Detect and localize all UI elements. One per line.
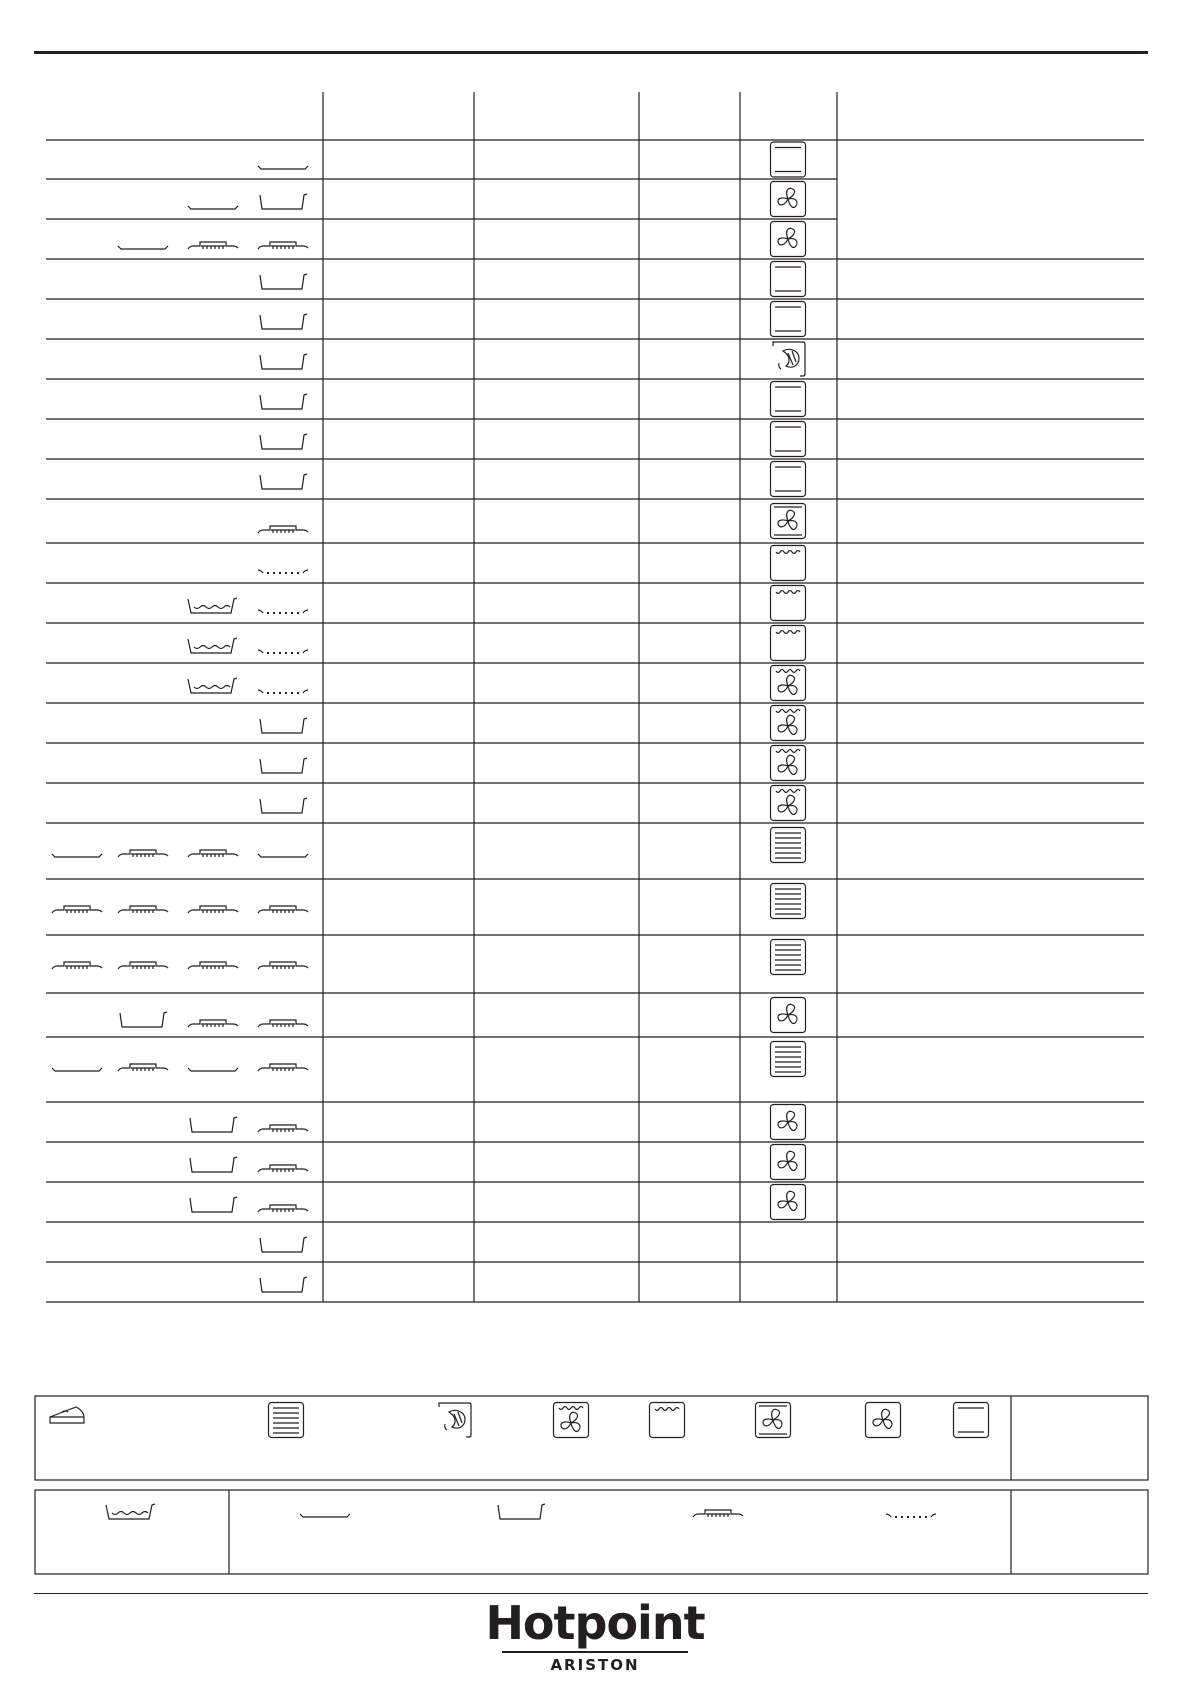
- grid-rack-glyph: [52, 962, 102, 969]
- logo-wordmark: Hotpoint: [485, 1596, 705, 1650]
- wire-shelf-glyph: [258, 690, 308, 693]
- baking-pan-glyph: [260, 274, 307, 289]
- turbo-grill-icon: [771, 746, 806, 781]
- forced-air-icon: [771, 1145, 806, 1180]
- conventional-icon: [771, 302, 806, 337]
- hotpoint-ariston-logo: [470, 1595, 720, 1675]
- legend-forced-air-icon: [866, 1403, 901, 1438]
- conventional-icon: [771, 382, 806, 417]
- legend-accessories-box: [35, 1490, 1148, 1574]
- legend-convection-bake-icon: [439, 1403, 471, 1437]
- baking-pan-glyph: [120, 1012, 167, 1027]
- tray-glyph: [258, 854, 308, 857]
- legend-tray: [300, 1514, 350, 1517]
- multi-level-icon: [771, 828, 806, 863]
- baking-pan-glyph: [260, 798, 307, 813]
- drip-tray-glyph: [188, 598, 237, 613]
- baking-pan-glyph: [190, 1157, 237, 1172]
- grid-rack-glyph: [258, 242, 308, 249]
- grid-rack-glyph: [188, 962, 238, 969]
- drip-tray-glyph: [188, 678, 237, 693]
- grid-rack-glyph: [258, 1064, 308, 1071]
- legend-baking-pan: [498, 1504, 545, 1519]
- grid-rack-glyph: [118, 1064, 168, 1071]
- grid-rack-glyph: [118, 850, 168, 857]
- grid-rack-glyph: [258, 906, 308, 913]
- baking-pan-glyph: [190, 1117, 237, 1132]
- grid-rack-glyph: [258, 962, 308, 969]
- grid-rack-glyph: [258, 1125, 308, 1132]
- logo-subtitle: ARISTON: [550, 1656, 640, 1674]
- tray-glyph: [52, 854, 102, 857]
- forced-air-icon: [771, 222, 806, 257]
- turbo-grill-icon: [771, 706, 806, 741]
- cook-4-icon: [771, 504, 806, 539]
- baking-pan-glyph: [260, 718, 307, 733]
- baking-pan-glyph: [260, 1237, 307, 1252]
- legend-cook-4-icon: [756, 1403, 791, 1438]
- legend-grid-rack: [693, 1510, 743, 1517]
- grill-icon: [771, 546, 806, 581]
- drip-tray-glyph: [188, 638, 237, 653]
- legend-drip-tray: [106, 1504, 155, 1519]
- bottom-rule: [34, 1593, 1148, 1594]
- baking-pan-glyph: [260, 314, 307, 329]
- grid-rack-glyph: [118, 962, 168, 969]
- baking-pan-glyph: [260, 354, 307, 369]
- legend-wire-shelf: [886, 1514, 936, 1517]
- wire-shelf-glyph: [258, 610, 308, 613]
- forced-air-icon: [771, 182, 806, 217]
- grid-rack-glyph: [258, 1205, 308, 1212]
- grill-icon: [771, 626, 806, 661]
- legend-multi-level-icon: [269, 1403, 304, 1438]
- baking-pan-glyph: [190, 1197, 237, 1212]
- baking-pan-glyph: [260, 434, 307, 449]
- legend-pastry-icon: [50, 1407, 84, 1423]
- grid-rack-glyph: [188, 850, 238, 857]
- grid-rack-glyph: [188, 242, 238, 249]
- baking-pan-glyph: [260, 474, 307, 489]
- grid-rack-glyph: [188, 1020, 238, 1027]
- forced-air-icon: [771, 1185, 806, 1220]
- grid-rack-glyph: [118, 906, 168, 913]
- multi-level-icon: [771, 884, 806, 919]
- multi-level-icon: [771, 1042, 806, 1077]
- tray-glyph: [188, 1068, 238, 1071]
- tray-glyph: [258, 166, 308, 169]
- multi-level-icon: [771, 940, 806, 975]
- forced-air-icon: [771, 1105, 806, 1140]
- turbo-grill-icon: [771, 786, 806, 821]
- grid-rack-glyph: [52, 906, 102, 913]
- grid-rack-glyph: [258, 1165, 308, 1172]
- legend-conventional-icon: [954, 1403, 989, 1438]
- legend-turbo-grill-icon: [554, 1403, 589, 1438]
- conventional-icon: [771, 422, 806, 457]
- convection-bake-icon: [773, 342, 805, 376]
- forced-air-icon: [771, 998, 806, 1033]
- grid-rack-glyph: [188, 906, 238, 913]
- baking-pan-glyph: [260, 1277, 307, 1292]
- wire-shelf-glyph: [258, 570, 308, 573]
- baking-pan-glyph: [260, 394, 307, 409]
- grill-icon: [771, 586, 806, 621]
- grid-rack-glyph: [258, 1020, 308, 1027]
- legend-grill-icon: [650, 1403, 685, 1438]
- turbo-grill-icon: [771, 666, 806, 701]
- baking-pan-glyph: [260, 758, 307, 773]
- conventional-icon: [771, 142, 806, 177]
- grid-rack-glyph: [258, 526, 308, 533]
- tray-glyph: [52, 1068, 102, 1071]
- conventional-icon: [771, 462, 806, 497]
- baking-pan-glyph: [260, 194, 307, 209]
- wire-shelf-glyph: [258, 650, 308, 653]
- conventional-icon: [771, 262, 806, 297]
- tray-glyph: [118, 246, 168, 249]
- tray-glyph: [188, 206, 238, 209]
